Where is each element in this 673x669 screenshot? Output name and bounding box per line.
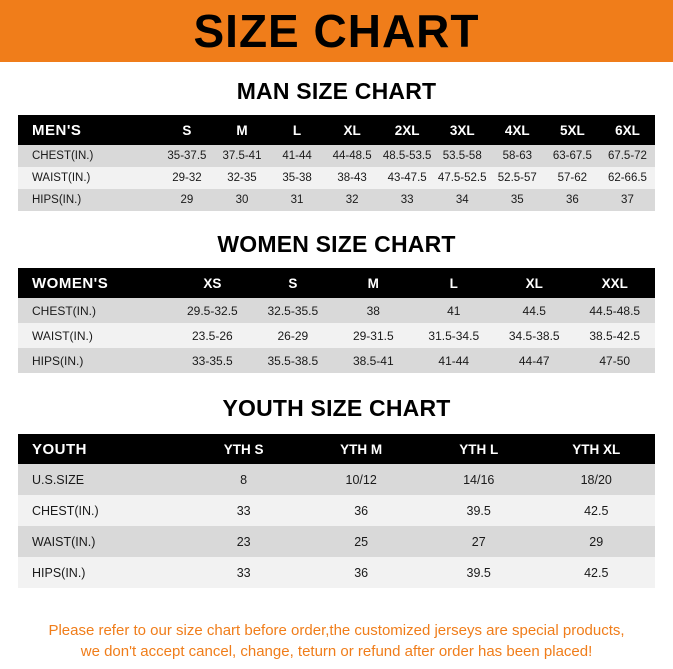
cell: 62-66.5 [600,167,655,189]
row-label: CHEST(IN.) [18,145,159,167]
cell: 47.5-52.5 [435,167,490,189]
cell: 36 [302,495,420,526]
man-table-body [18,145,655,211]
cell: 33-35.5 [172,348,252,373]
cell: 44-47 [494,348,574,373]
cell: 38-43 [325,167,380,189]
man-header-m: M [214,115,269,145]
cell: 23 [185,526,303,557]
cell: 41-44 [270,145,325,167]
table-row [18,348,655,373]
row-label: WAIST(IN.) [18,323,172,348]
table-row [18,323,655,348]
cell: 53.5-58 [435,145,490,167]
row-label: HIPS(IN.) [18,557,185,588]
section-heading-youth: YOUTH SIZE CHART [222,395,451,421]
table-row [18,189,655,211]
cell: 38.5-41 [333,348,413,373]
man-header-s: S [159,115,214,145]
cell: 43-47.5 [380,167,435,189]
man-header-2xl: 2XL [380,115,435,145]
cell: 18/20 [537,464,655,495]
page-banner [0,0,673,62]
man-header-6xl: 6XL [600,115,655,145]
cell: 32-35 [214,167,269,189]
cell: 38 [333,298,413,323]
table-row [18,526,655,557]
cell: 33 [185,557,303,588]
women-header-xs: XS [172,268,252,298]
cell: 47-50 [574,348,655,373]
cell: 58-63 [490,145,545,167]
women-table-wrap [0,268,673,373]
cell: 23.5-26 [172,323,252,348]
table-row [18,145,655,167]
cell: 10/12 [302,464,420,495]
cell: 34 [435,189,490,211]
man-size-table [18,115,655,211]
man-header-l: L [270,115,325,145]
row-label: WAIST(IN.) [18,167,159,189]
cell: 42.5 [537,557,655,588]
cell: 35-38 [270,167,325,189]
cell: 31 [270,189,325,211]
table-row [18,464,655,495]
cell: 67.5-72 [600,145,655,167]
women-header-xxl: XXL [574,268,655,298]
youth-table-wrap [0,434,673,588]
cell: 8 [185,464,303,495]
footer-note-line-2: we don't accept cancel, change, teturn or refund after order has been placed! [80,643,593,661]
section-heading-man: MAN SIZE CHART [236,78,437,104]
cell: 33 [185,495,303,526]
cell: 29-31.5 [333,323,413,348]
cell: 44-48.5 [325,145,380,167]
cell: 36 [545,189,600,211]
cell: 27 [420,526,538,557]
women-header-l: L [414,268,494,298]
man-header-xl: XL [325,115,380,145]
cell: 39.5 [420,557,538,588]
youth-header-l: YTH L [420,434,538,464]
man-header-label: MEN'S [18,115,159,145]
row-label: HIPS(IN.) [18,348,172,373]
row-label: U.S.SIZE [18,464,185,495]
cell: 38.5-42.5 [574,323,655,348]
man-header-5xl: 5XL [545,115,600,145]
man-header-4xl: 4XL [490,115,545,145]
page-title: SIZE CHART [193,5,480,57]
cell: 29-32 [159,167,214,189]
cell: 48.5-53.5 [380,145,435,167]
man-table-head [18,115,655,145]
man-header-3xl: 3XL [435,115,490,145]
cell: 39.5 [420,495,538,526]
cell: 26-29 [253,323,333,348]
cell: 42.5 [537,495,655,526]
cell: 36 [302,557,420,588]
cell: 41-44 [414,348,494,373]
cell: 29 [159,189,214,211]
women-table-body [18,298,655,373]
cell: 41 [414,298,494,323]
cell: 44.5-48.5 [574,298,655,323]
youth-header-m: YTH M [302,434,420,464]
man-table-wrap [0,115,673,211]
row-label: CHEST(IN.) [18,495,185,526]
footer-note-line-1: Please refer to our size chart before order,the customized jerseys are special products, [48,621,625,639]
cell: 29.5-32.5 [172,298,252,323]
women-header-m: M [333,268,413,298]
cell: 34.5-38.5 [494,323,574,348]
cell: 52.5-57 [490,167,545,189]
women-header-xl: XL [494,268,574,298]
cell: 35-37.5 [159,145,214,167]
cell: 63-67.5 [545,145,600,167]
row-label: WAIST(IN.) [18,526,185,557]
cell: 37.5-41 [214,145,269,167]
cell: 37 [600,189,655,211]
cell: 29 [537,526,655,557]
table-row [18,557,655,588]
cell: 31.5-34.5 [414,323,494,348]
women-table-head [18,268,655,298]
footer-note [0,620,673,664]
cell: 32 [325,189,380,211]
section-heading-women: WOMEN SIZE CHART [217,231,456,257]
row-label: CHEST(IN.) [18,298,172,323]
youth-table-body [18,464,655,588]
women-size-table [18,268,655,373]
youth-table-head [18,434,655,464]
women-header-s: S [253,268,333,298]
row-label: HIPS(IN.) [18,189,159,211]
table-header-row [18,268,655,298]
youth-header-s: YTH S [185,434,303,464]
cell: 57-62 [545,167,600,189]
cell: 44.5 [494,298,574,323]
table-header-row [18,434,655,464]
youth-header-label: YOUTH [18,434,185,464]
table-row [18,167,655,189]
cell: 35 [490,189,545,211]
table-row [18,495,655,526]
cell: 32.5-35.5 [253,298,333,323]
table-row [18,298,655,323]
cell: 25 [302,526,420,557]
cell: 14/16 [420,464,538,495]
cell: 30 [214,189,269,211]
cell: 33 [380,189,435,211]
cell: 35.5-38.5 [253,348,333,373]
youth-size-table [18,434,655,588]
women-header-label: WOMEN'S [18,268,172,298]
table-header-row [18,115,655,145]
youth-header-xl: YTH XL [537,434,655,464]
